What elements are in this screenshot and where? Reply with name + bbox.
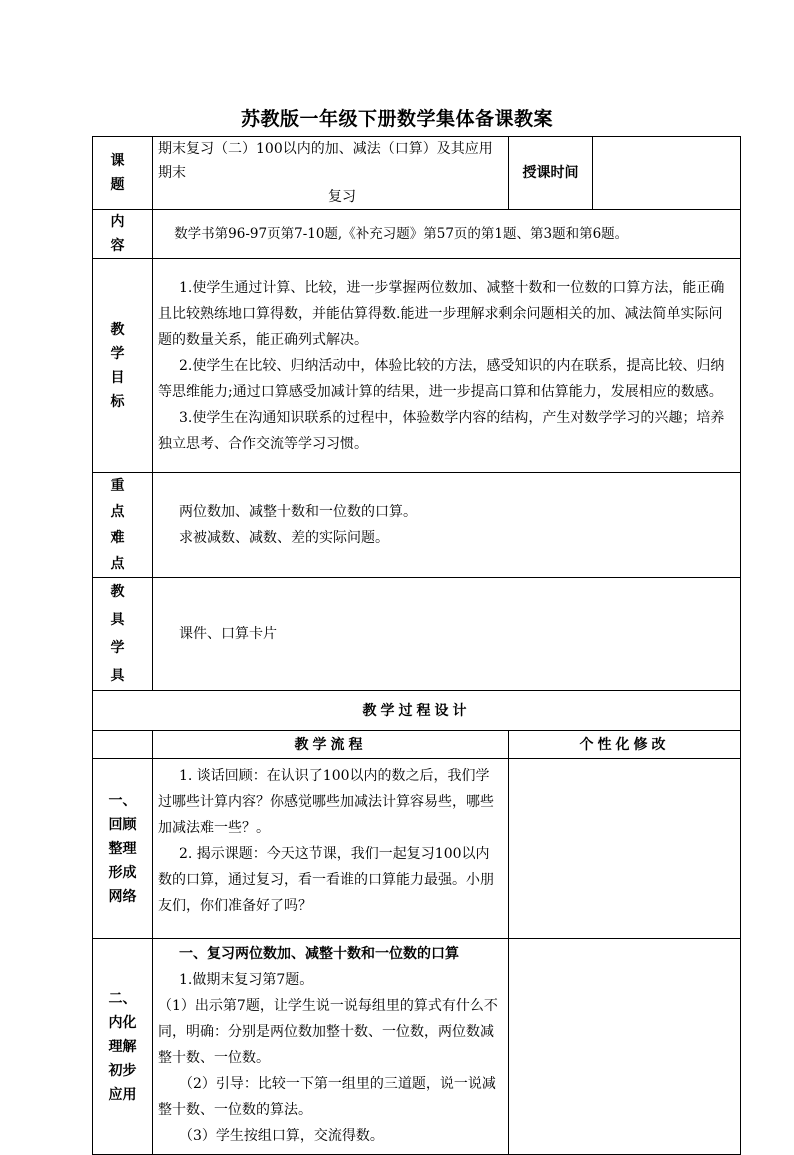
stage-1-label-line: 整理 bbox=[108, 840, 137, 857]
stage-1-label-line: 一、 bbox=[108, 792, 137, 809]
document-title: 苏教版一年级下册数学集体备课教案 bbox=[240, 108, 553, 130]
content-value: 数学书第96-97页第7-10题,《补充习题》第57页的第1题、第3题和第6题。 bbox=[153, 210, 741, 259]
topic-value bbox=[153, 137, 509, 210]
stage-2-label bbox=[93, 939, 153, 1155]
tools-value: 课件、口算卡片 bbox=[153, 578, 741, 691]
lesson-plan-table bbox=[92, 136, 741, 1155]
content-label: 内 容 bbox=[93, 210, 153, 259]
stage-2-label-line: 应用 bbox=[108, 1086, 137, 1103]
stage-1-paragraph: 1. 谈话回顾：在认识了100以内的数之后，我们学过哪些计算内容？你感觉哪些加减法计算容易些，哪些加减法难一些？。 bbox=[158, 768, 494, 836]
topic-line-2: 复习 bbox=[328, 189, 356, 205]
goal-item: 3.使学生在沟通知识联系的过程中，体验数学内容的结构，产生对数学学习的兴趣；培养独立思考、合作交流等学习习惯。 bbox=[158, 409, 725, 452]
stage-1-row bbox=[93, 759, 741, 939]
stage-1-label-line: 形成 bbox=[108, 864, 137, 881]
goals-label bbox=[93, 259, 153, 473]
stage-2-flow bbox=[153, 939, 509, 1155]
stage-1-label-line: 网络 bbox=[108, 888, 137, 905]
tools-row bbox=[93, 578, 741, 691]
process-heading-row bbox=[93, 691, 741, 731]
goal-item: 2.使学生在比较、归纳活动中，体验比较的方法，感受知识的内在联系，提高比较、归纳等思维能力;通过口算感受加减计算的结果，进一步提高口算和估算能力，发展相应的数感。 bbox=[158, 357, 725, 400]
stage-1-modification bbox=[509, 759, 741, 939]
stage-2-paragraph: （3）学生按组口算，交流得数。 bbox=[179, 1128, 384, 1144]
process-heading: 教学过程设计 bbox=[93, 691, 741, 731]
stage-2-modification bbox=[509, 939, 741, 1155]
class-time-value bbox=[593, 137, 741, 210]
tools-label-line-1: 教 具 bbox=[110, 584, 135, 628]
key-point-text: 两位数加、减整十数和一位数的口算。 bbox=[179, 504, 417, 520]
key-points-value bbox=[153, 473, 741, 578]
stage-2-paragraph: （1）出示第7题，让学生说一说每组里的算式有什么不同，明确：分别是两位数加整十数、一位数，两位数减整十数、一位数。 bbox=[158, 998, 498, 1066]
tools-label bbox=[93, 578, 153, 691]
content-row bbox=[93, 210, 741, 259]
tools-label-line-2: 学 具 bbox=[110, 640, 135, 684]
key-points-row bbox=[93, 473, 741, 578]
goals-row bbox=[93, 259, 741, 473]
stage-2-paragraph: （2）引导：比较一下第一组里的三道题，说一说减整十数、一位数的算法。 bbox=[158, 1076, 496, 1118]
stage-2-label-line: 二、 bbox=[108, 990, 137, 1007]
stage-1-paragraph: 2. 揭示课题：今天这节课，我们一起复习100以内数的口算，通过复习，看一看谁的口算能力最强。小朋友们，你们准备好了吗？ bbox=[158, 846, 494, 914]
topic-row bbox=[93, 137, 741, 210]
topic-line-1: 期末复习（二）100以内的加、减法（口算）及其应用期末 bbox=[158, 141, 493, 181]
process-column-header-row bbox=[93, 731, 741, 759]
modification-column-header: 个性化修改 bbox=[509, 731, 741, 759]
key-label-line-2: 难 点 bbox=[110, 530, 135, 572]
topic-label: 课 题 bbox=[93, 137, 153, 210]
stage-2-heading: 一、复习两位数加、减整十数和一位数的口算 bbox=[179, 946, 459, 962]
goals-label-line-2: 目 标 bbox=[110, 369, 135, 410]
goal-item: 1.使学生通过计算、比较，进一步掌握两位数加、减整十数和一位数的口算方法，能正确且比较熟练地口算得数，并能估算得数.能进一步理解求剩余问题相关的加、减法简单实际问题的数量关系，能正确列式解决。 bbox=[158, 279, 725, 348]
stage-2-paragraph: 1.做期末复习第7题。 bbox=[179, 972, 314, 988]
stage-column-header bbox=[93, 731, 153, 759]
key-label-line-1: 重 点 bbox=[110, 478, 135, 520]
difficulty-text: 求被减数、减数、差的实际问题。 bbox=[179, 530, 389, 546]
stage-1-flow bbox=[153, 759, 509, 939]
goals-value bbox=[153, 259, 741, 473]
class-time-label: 授课时间 bbox=[509, 137, 593, 210]
stage-2-row bbox=[93, 939, 741, 1155]
stage-2-label-line: 理解 bbox=[108, 1038, 137, 1055]
key-points-label bbox=[93, 473, 153, 578]
goals-label-line-1: 教 学 bbox=[110, 321, 135, 362]
flow-column-header: 教学流程 bbox=[153, 731, 509, 759]
stage-2-label-line: 内化 bbox=[108, 1014, 137, 1031]
stage-1-label bbox=[93, 759, 153, 939]
stage-1-label-line: 回顾 bbox=[108, 816, 137, 833]
stage-2-label-line: 初步 bbox=[108, 1062, 137, 1079]
